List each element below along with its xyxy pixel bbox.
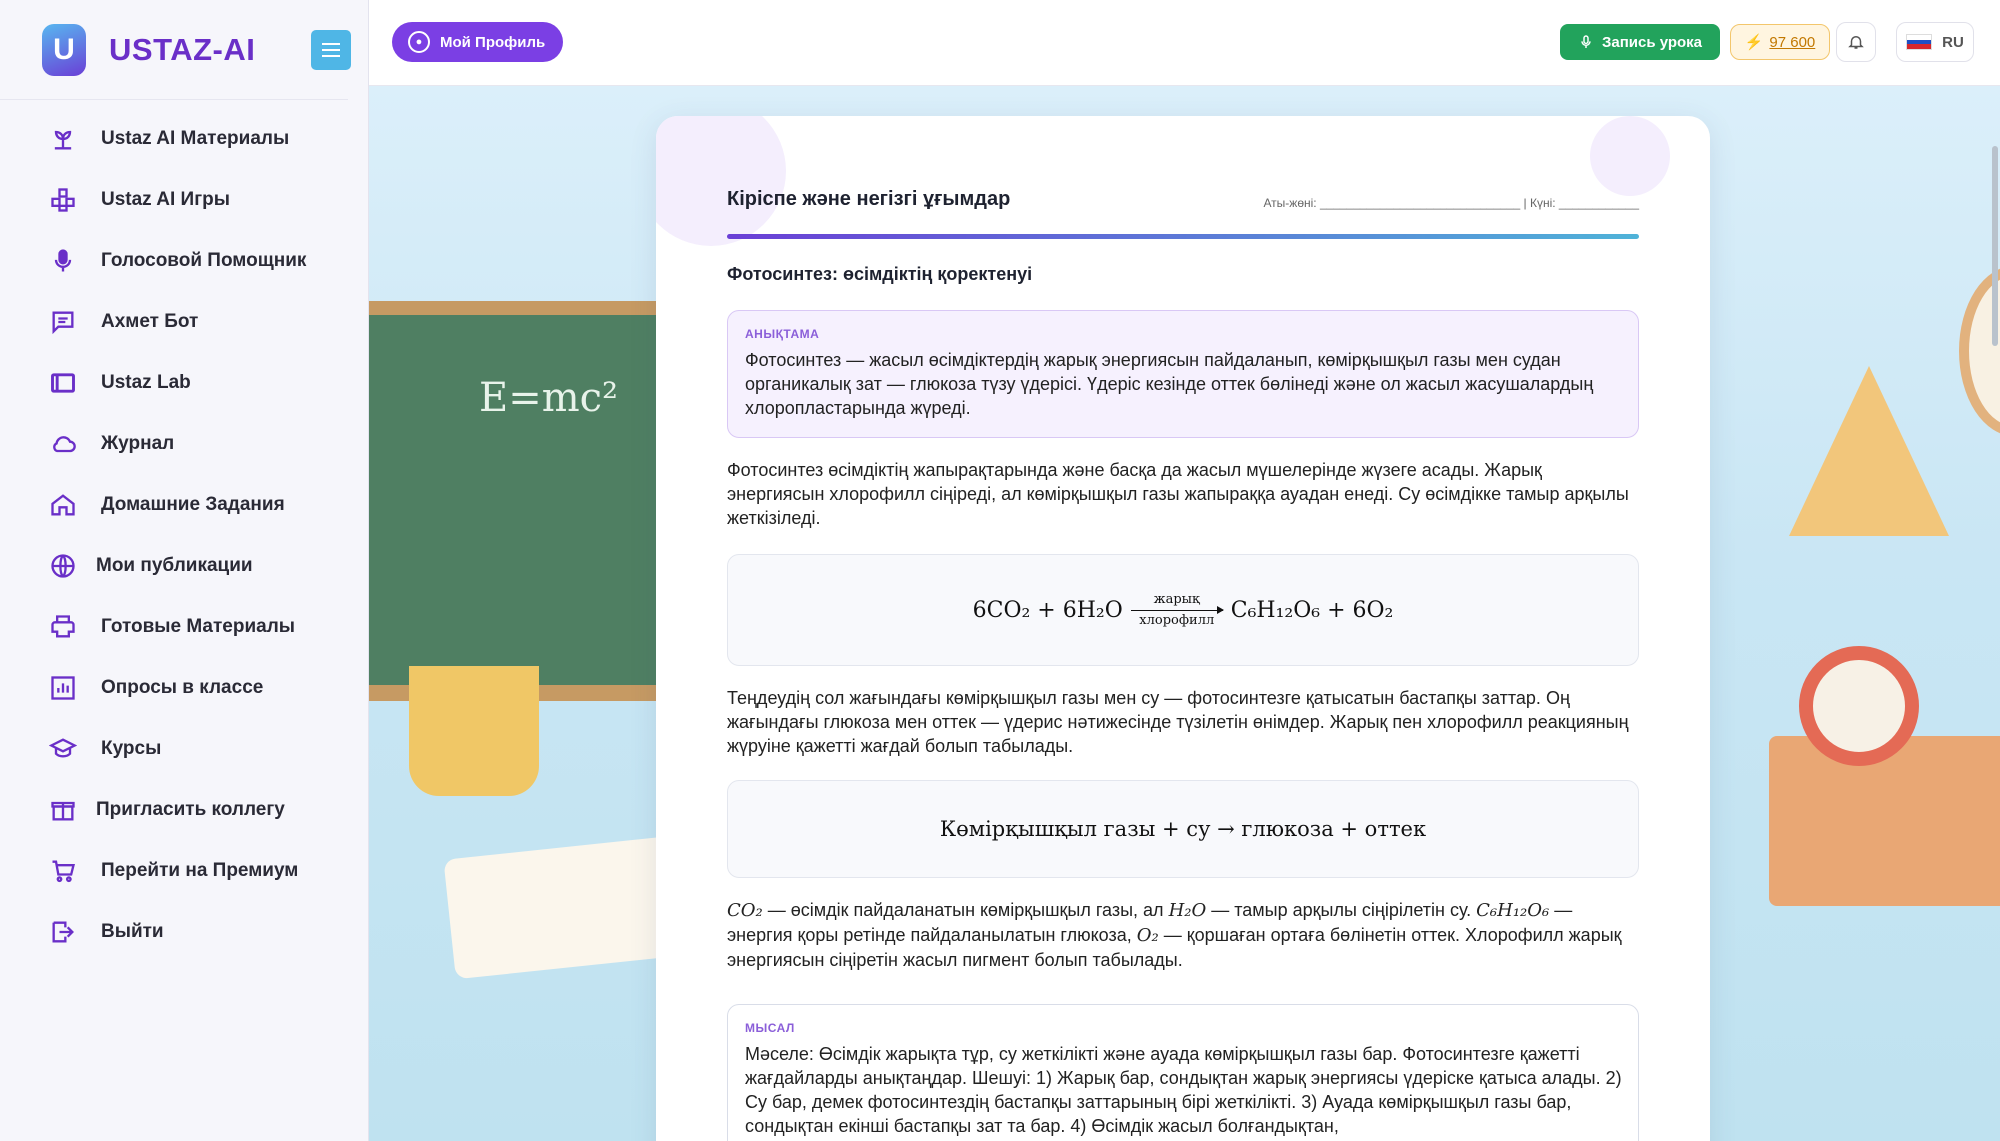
example-label: МЫСАЛ (745, 1021, 795, 1035)
sidebar-item-label: Журнал (101, 432, 175, 454)
chalk-formula-illustration: E=mc² (479, 375, 619, 421)
arrow-condition-above: жарық (1153, 591, 1200, 607)
gamepad-icon (48, 185, 78, 215)
sidebar-item-label: Домашние Задания (101, 493, 285, 515)
worksheet-name-date-line: Аты-жөні: ______________________________ | Күні: ____________ (1263, 196, 1639, 210)
paragraph-3-text: — тамыр арқылы сіңірілетін су. (1206, 900, 1477, 920)
co2-formula: CO₂ (727, 900, 763, 921)
lab-icon (48, 368, 78, 398)
coins-balance[interactable] (1730, 24, 1830, 60)
definition-box (727, 310, 1639, 438)
main-area (369, 86, 2000, 1141)
arrow-condition-below: хлорофилл (1139, 612, 1215, 628)
worksheet-title: Кіріспе және негізгі ұғымдар (727, 188, 1011, 210)
sidebar-item-homework[interactable] (0, 474, 368, 535)
alarm-clock-illustration (1799, 646, 1919, 766)
gift-icon (48, 795, 78, 825)
sidebar-item-label: Ustaz Lab (101, 371, 191, 393)
sidebar-item-label: Пригласить коллегу (96, 798, 285, 820)
worksheet-card (656, 116, 1710, 1141)
section-subtitle: Фотосинтез: өсімдіктің қоректенуі (727, 264, 1033, 284)
sidebar-item-label: Опросы в классе (101, 676, 264, 698)
equation-products: C₆H₁₂O₆ + 6O₂ (1230, 597, 1394, 623)
o2-formula: O₂ (1136, 925, 1159, 946)
triangle-ruler-illustration (1789, 366, 1949, 536)
sidebar-item-label: Ustaz AI Материалы (101, 127, 290, 149)
definition-text: Фотосинтез — жасыл өсімдіктердің жарық энергиясын пайдаланып, көмірқышқыл газы мен судан органикалық зат — глюкоза түзу үдерісі. Үдеріс кезінде оттек бөлінеді және ол жасыл жасушалардың хлоропластарында жүреді. (745, 350, 1594, 418)
sidebar-item-akhmet-bot[interactable] (0, 291, 368, 352)
bar-chart-icon (48, 673, 78, 703)
sidebar-item-label: Выйти (101, 920, 164, 942)
photosynthesis-equation (727, 554, 1639, 666)
header-divider (727, 234, 1639, 239)
decorative-circle (656, 116, 786, 246)
sidebar-item-logout[interactable] (0, 901, 368, 962)
sidebar-item-label: Готовые Материалы (101, 615, 296, 637)
cart-icon (48, 856, 78, 886)
microphone-icon (48, 246, 78, 276)
language-selector[interactable] (1896, 22, 1974, 62)
h2o-formula: H₂O (1168, 900, 1207, 921)
sidebar-item-voice-assistant[interactable] (0, 230, 368, 291)
sidebar-item-label: Мои публикации (96, 554, 253, 576)
plant-icon (48, 124, 78, 154)
microphone-icon (1578, 33, 1594, 51)
example-box (727, 1004, 1639, 1141)
bell-icon (1847, 32, 1865, 52)
logout-icon (48, 917, 78, 947)
sidebar-item-journal[interactable] (0, 413, 368, 474)
sidebar-item-ready-materials[interactable] (0, 596, 368, 657)
record-lesson-label: Запись урока (1601, 33, 1703, 51)
sidebar-item-invite[interactable] (0, 779, 368, 840)
paragraph-3 (727, 898, 1639, 972)
topbar (369, 0, 2000, 86)
home-icon (48, 490, 78, 520)
sidebar-item-label: Голосовой Помощник (101, 249, 307, 271)
menu-toggle-button[interactable] (311, 30, 351, 70)
globe-icon (48, 551, 78, 581)
paragraph-3-text: — өсімдік пайдаланатын көмірқышқыл газы, ал (762, 900, 1169, 920)
sidebar-nav (0, 100, 368, 962)
chalkboard-illustration (369, 301, 659, 701)
scrollbar-thumb[interactable] (1992, 146, 1998, 346)
sidebar (0, 0, 369, 1141)
paragraph-3-text: — қоршаған ортаға бөлінетін оттек. Хлорофилл жарық энергиясын сіңіретін жасыл пигмент болып табылады. (727, 925, 1622, 970)
sidebar-item-polls[interactable] (0, 657, 368, 718)
paragraph-2: Теңдеудің сол жағындағы көмірқышқыл газы мен су — фотосинтезге қатысатын бастапқы заттар. Оң жағындағы глюкоза мен оттек — үдерис нәтижесінде түзілетін өнімдер. Жарық пен хлорофилл реакцияның жүруіне қажетті жағдай болып табылады. (727, 688, 1629, 756)
example-text: Мәселе: Өсімдік жарықта тұр, су жеткілікті және ауада көмірқышқыл газы бар. Фотосинтезге қажетті жағдайларды анықтаңдар. Шешуі: 1) Жарық бар, сондықтан жарық энергиясы үдеріске қатыса алады. 2) Су бар, демек фотосинтездің бастапқы заттарының бірі жеткілікті. 3) Ауада көмірқышқыл газы бар, сондықтан екінші бастапқы зат та бар. 4) Өсімдік жасыл болғандықтан, (745, 1044, 1622, 1136)
decorative-circle (1590, 116, 1670, 196)
brand (0, 0, 348, 100)
coins-value: 97 600 (1769, 33, 1816, 51)
worksheet-header (727, 188, 1639, 218)
printer-icon (48, 612, 78, 642)
paragraph-1: Фотосинтез өсімдіктің жапырақтарында және басқа да жасыл мүшелерінде жүзеге асады. Жарық энергиясын хлорофилл сіңіреді, ал көмірқышқыл газы жапыраққа ауадан енеді. Су өсімдікке тамыр арқылы жеткізіледі. (727, 460, 1629, 528)
word-equation-text: Көмірқышқыл газы + су → глюкоза + оттек (939, 817, 1427, 841)
definition-label: АНЫҚТАМА (745, 327, 820, 341)
cloud-icon (48, 429, 78, 459)
sidebar-item-premium[interactable] (0, 840, 368, 901)
my-profile-button[interactable] (392, 22, 563, 62)
sidebar-item-label: Курсы (101, 737, 162, 759)
my-profile-label: Мой Профиль (440, 33, 546, 51)
sidebar-item-lab[interactable] (0, 352, 368, 413)
sidebar-item-label: Перейти на Премиум (101, 859, 299, 881)
reaction-arrow (1131, 593, 1223, 628)
sidebar-item-materials[interactable] (0, 108, 368, 169)
sidebar-item-publications[interactable] (0, 535, 368, 596)
user-icon: ● (408, 31, 430, 53)
graduation-cap-icon (48, 734, 78, 764)
glucose-formula: C₆H₁₂O₆ (1476, 900, 1550, 921)
brand-name[interactable]: USTAZ-AI (109, 31, 256, 67)
desk-illustration (1769, 736, 2000, 906)
sidebar-item-label: Ustaz AI Игры (101, 188, 230, 210)
brand-logo-icon[interactable]: U (42, 24, 86, 76)
russia-flag-icon (1906, 34, 1932, 50)
sidebar-item-games[interactable] (0, 169, 368, 230)
lightning-icon: ⚡ (1744, 34, 1764, 51)
word-equation (727, 780, 1639, 878)
paragraph-3-text: — энергия қоры ретінде пайдаланылатын глюкоза, (727, 900, 1573, 945)
chat-icon (48, 307, 78, 337)
sidebar-item-courses[interactable] (0, 718, 368, 779)
page-scrollbar[interactable] (1990, 86, 2000, 1141)
sidebar-item-label: Ахмет Бот (101, 310, 199, 332)
pencil-cup-illustration (409, 666, 539, 796)
notifications-button[interactable] (1836, 22, 1876, 62)
language-label: RU (1942, 33, 1964, 51)
equation-reactants: 6CO₂ + 6H₂O (972, 597, 1123, 623)
record-lesson-button[interactable] (1560, 24, 1720, 60)
